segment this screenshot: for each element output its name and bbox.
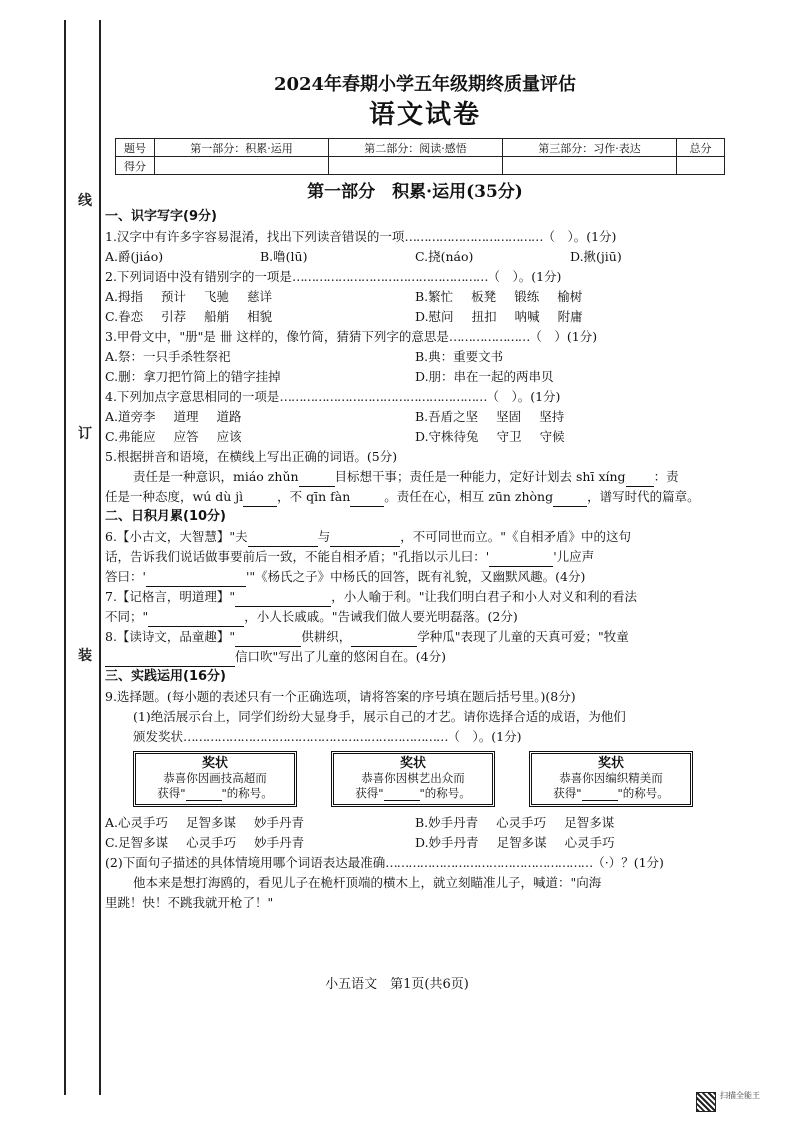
answer-blank[interactable] — [351, 632, 417, 647]
answer-blank[interactable] — [330, 532, 400, 547]
answer-blank[interactable] — [350, 492, 384, 507]
score-input-cell[interactable] — [329, 157, 503, 175]
question-text: 4.下列加点字意思相同的一项是 — [105, 389, 280, 404]
answer-bracket[interactable]: （·）？(1分) — [592, 855, 664, 870]
answer-bracket[interactable]: （ ）(1分) — [529, 329, 598, 344]
score-table-header-row — [116, 139, 725, 157]
option-d[interactable]: D.慰问 扭扣 呐喊 附庸 — [415, 309, 583, 324]
exam-subtitle: 语文试卷 — [368, 100, 481, 130]
answer-blank[interactable] — [243, 492, 277, 507]
score-cell: 得分 — [116, 157, 155, 175]
score-table-score-row — [116, 157, 725, 175]
score-input-cell[interactable] — [677, 157, 725, 175]
score-cell: 第一部分：积累·运用 — [155, 139, 329, 157]
option-d[interactable]: D.揪(jiū) — [570, 249, 622, 264]
question-9-sub-1-line-2: 颁发奖状……………………………………………………………（ ）。(1分) — [133, 729, 522, 744]
question-5-line-2: 任是一种态度，wú dù jì ，不 qīn fàn 。责任在心，相互 zūn zhòng ，谱写时代的篇章。 — [105, 487, 725, 507]
option-c[interactable]: C.弗能应 应答 应该 — [105, 429, 242, 444]
answer-blank[interactable] — [553, 492, 587, 507]
score-cell: 第三部分：习作·表达 — [503, 139, 677, 157]
award-certificate: 奖状 恭喜你因棋艺出众而 获得" "的称号。 — [331, 751, 495, 807]
answer-blank[interactable] — [248, 532, 318, 547]
option-b[interactable]: B.繁忙 板凳 锻练 榆树 — [415, 289, 583, 304]
section-title: 三、实践运用(16分) — [105, 669, 226, 684]
option-d[interactable]: D.守株待兔 守卫 守候 — [415, 429, 565, 444]
score-cell: 第二部分：阅读·感悟 — [329, 139, 503, 157]
options-row — [105, 287, 725, 307]
option-a[interactable]: A.爵(jiáo) — [105, 249, 164, 264]
question-3: 3.甲骨文中，"册"是 卌 这样的，像竹简，猜猜下列字的意思是…………………（ ）(1分) — [105, 329, 598, 344]
option-a[interactable]: A.拇指 预计 飞驰 慈详 — [105, 289, 273, 304]
section-title: 一、识字写字(9分) — [105, 209, 217, 224]
option-c[interactable]: C.足智多谋 心灵手巧 妙手丹青 — [105, 835, 305, 850]
option-b[interactable]: B.吾盾之坚 坚固 坚持 — [415, 409, 565, 424]
question-8-line-2: 信口吹"写出了儿童的悠闲自在。(4分) — [105, 647, 725, 667]
options-row — [105, 247, 725, 267]
option-a[interactable]: A.祭：一只手杀牲祭祀 — [105, 349, 231, 364]
exam-title: 2024年春期小学五年级期终质量评估 — [273, 74, 577, 95]
score-input-cell[interactable] — [155, 157, 329, 175]
answer-bracket[interactable]: （ ）。(1分) — [447, 729, 522, 744]
question-text: 3.甲骨文中，"册"是 卌 这样的，像竹简，猜猜下列字的意思是 — [105, 329, 449, 344]
option-b[interactable]: B.典：重要文书 — [415, 349, 504, 364]
options-row — [105, 813, 725, 833]
answer-bracket[interactable]: （ ）。(1分) — [542, 229, 617, 244]
exam-page — [105, 72, 725, 913]
question-6-line-2: 话，告诉我们说话做事要前后一致，不能自相矛盾；"孔指以示儿曰：' '儿应声 — [105, 547, 725, 567]
answer-blank[interactable] — [384, 789, 420, 801]
award-title: 奖状 — [597, 756, 624, 771]
score-input-cell[interactable] — [503, 157, 677, 175]
question-6-line-3: 答曰：' '"《杨氏之子》中杨氏的回答，既有礼貌，又幽默风趣。(4分) — [105, 567, 725, 587]
option-a[interactable]: A.道旁李 道理 道路 — [105, 409, 242, 424]
answer-bracket[interactable]: （ ）。(1分) — [487, 269, 562, 284]
options-row — [105, 307, 725, 327]
award-certificate: 奖状 恭喜你因编织精美而 获得" "的称号。 — [529, 751, 693, 807]
question-4: 4.下列加点字意思相同的一项是………………………………………………（ ）。(1分) — [105, 389, 561, 404]
answer-blank[interactable] — [489, 552, 553, 567]
margin-word-line: 线 — [78, 193, 92, 209]
answer-blank[interactable] — [582, 789, 618, 801]
options-row — [105, 833, 725, 853]
option-c[interactable]: C.挠(náo) — [415, 249, 474, 264]
section-title: 二、日积月累(10分) — [105, 509, 226, 524]
award-certificates — [133, 751, 693, 807]
option-c[interactable]: C.眷恋 引荐 船艄 相貌 — [105, 309, 273, 324]
option-b[interactable]: B.噜(lū) — [260, 249, 308, 264]
option-d[interactable]: D.妙手丹青 足智多谋 心灵手巧 — [415, 835, 615, 850]
options-row — [105, 347, 725, 367]
options-row — [105, 427, 725, 447]
answer-bracket[interactable]: （ ）。(1分) — [486, 389, 561, 404]
question-6: 6.【小古文，大智慧】"夫 与 ，不可同世而立。"《自相矛盾》中的这句 — [105, 527, 725, 547]
quote-line: 他本来是想打海鸥的，看见儿子在桅杆顶端的横木上，就立刻瞄准儿子，喊道："向海 — [133, 875, 602, 890]
question-7: 7.【记格言，明道理】" ，小人喻于利。"让我们明白君子和小人对义和利的看法 — [105, 587, 725, 607]
answer-blank[interactable] — [186, 789, 222, 801]
award-title: 奖状 — [201, 756, 228, 771]
answer-blank[interactable] — [626, 472, 654, 487]
score-table — [115, 138, 725, 175]
option-d[interactable]: D.朋：串在一起的两串贝 — [415, 369, 554, 384]
option-a[interactable]: A.心灵手巧 足智多谋 妙手丹青 — [105, 815, 305, 830]
margin-line-outer — [64, 20, 66, 1095]
margin-word-seal: 装 — [78, 648, 92, 664]
question-5: 5.根据拼音和语境，在横线上写出正确的词语。(5分) — [105, 449, 398, 464]
answer-blank[interactable] — [235, 592, 331, 607]
answer-blank[interactable] — [235, 632, 301, 647]
answer-blank[interactable] — [105, 652, 235, 667]
answer-blank[interactable] — [146, 572, 246, 587]
question-9-sub-2: (2)下面句子描述的具体情境用哪个词语表达最准确………………………………………………（·）？(1分) — [105, 855, 664, 870]
award-title: 奖状 — [399, 756, 426, 771]
option-c[interactable]: C.删：拿刀把竹简上的错字挂掉 — [105, 369, 281, 384]
question-text: 2.下列词语中没有错别字的一项是 — [105, 269, 292, 284]
part1-title: 第一部分 积累·运用(35分) — [307, 182, 523, 202]
option-b[interactable]: B.妙手丹青 心灵手巧 足智多谋 — [415, 815, 615, 830]
question-7-line-2: 不同；" ，小人长戚戚。"告诫我们做人要光明磊落。(2分) — [105, 607, 725, 627]
quote-line: 里跳！快！不跳我就开枪了！" — [105, 895, 274, 910]
options-row — [105, 407, 725, 427]
question-8: 8.【读诗文，品童趣】" 供耕织， 学种瓜"表现了儿童的天真可爱；"牧童 — [105, 627, 725, 647]
score-cell: 题号 — [116, 139, 155, 157]
question-2: 2.下列词语中没有错别字的一项是……………………………………………（ ）。(1分) — [105, 269, 562, 284]
question-text: 1.汉字中有许多字容易混淆，找出下列读音错误的一项 — [105, 229, 405, 244]
margin-line-inner — [99, 20, 101, 1095]
options-row — [105, 367, 725, 387]
answer-blank[interactable] — [299, 472, 335, 487]
question-1: 1.汉字中有许多字容易混淆，找出下列读音错误的一项………………………………（ ）。(1分) — [105, 229, 617, 244]
answer-blank[interactable] — [148, 612, 244, 627]
scanner-watermark: 扫描全能王 — [720, 1091, 760, 1100]
award-certificate: 奖状 恭喜你因画技高超而 获得" "的称号。 — [133, 751, 297, 807]
question-5-line-1: 责任是一种意识，miáo zhǔn 目标想干事；责任是一种能力，定好计划去 shī xíng ：责 — [105, 467, 725, 487]
page-footer: 小五语文 第1页(共6页) — [325, 977, 469, 992]
qr-code-icon — [696, 1092, 716, 1112]
question-9-sub-1: (1)绝活展示台上，同学们纷纷大显身手，展示自己的才艺。请你选择合适的成语，为他们 — [133, 709, 626, 724]
score-cell: 总分 — [677, 139, 725, 157]
margin-word-bind: 订 — [78, 426, 92, 442]
question-9: 9.选择题。(每小题的表述只有一个正确选项，请将答案的序号填在题后括号里。)(8分) — [105, 689, 576, 704]
